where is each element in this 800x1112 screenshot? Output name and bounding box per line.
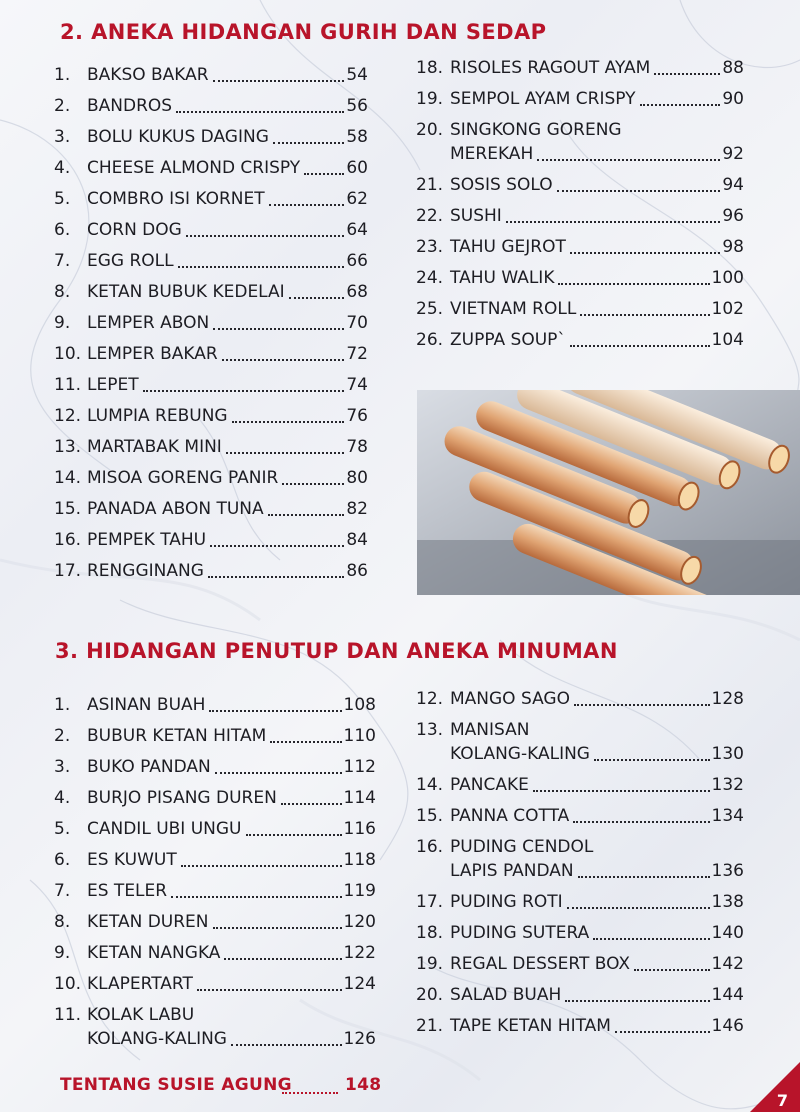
toc-entry-number: 7. bbox=[54, 251, 71, 271]
toc-entry bbox=[416, 266, 744, 290]
toc-dot-leader bbox=[215, 772, 342, 774]
toc-entry bbox=[54, 156, 368, 180]
toc-entry-title: TAPE KETAN HITAM bbox=[450, 1016, 611, 1036]
toc-entry bbox=[54, 342, 368, 366]
toc-entry bbox=[54, 435, 368, 459]
toc-entry-title: BOLU KUKUS DAGING bbox=[87, 127, 269, 147]
toc-entry bbox=[54, 404, 368, 428]
toc-entry bbox=[416, 297, 744, 321]
toc-entry-number: 4. bbox=[54, 158, 71, 178]
toc-entry-title: KLAPERTART bbox=[87, 974, 193, 994]
toc-entry-number: 16. bbox=[416, 837, 444, 857]
toc-entry-number: 20. bbox=[416, 120, 444, 140]
toc-entry-title: ASINAN BUAH bbox=[87, 695, 206, 715]
toc-entry-page: 108 bbox=[343, 695, 376, 715]
toc-entry-title: SOSIS SOLO bbox=[450, 175, 553, 195]
toc-entry-page: 136 bbox=[711, 861, 744, 881]
toc-entry-number: 25. bbox=[416, 299, 444, 319]
toc-entry bbox=[54, 1003, 376, 1051]
toc-entry bbox=[54, 879, 376, 903]
toc-entry-title: ES KUWUT bbox=[87, 850, 177, 870]
toc-entry-number: 6. bbox=[54, 850, 71, 870]
toc-entry-number: 2. bbox=[54, 726, 71, 746]
toc-dot-leader bbox=[570, 252, 721, 254]
toc-entry-title: TAHU WALIK bbox=[450, 268, 555, 288]
toc-dot-leader bbox=[213, 80, 345, 82]
toc-entry bbox=[416, 56, 744, 80]
toc-entry bbox=[416, 773, 744, 797]
toc-dot-leader bbox=[273, 142, 344, 144]
toc-entry-number: 21. bbox=[416, 1016, 444, 1036]
toc-entry-title-line2: KOLANG-KALING bbox=[87, 1029, 227, 1049]
toc-entry-title: LEPET bbox=[87, 375, 139, 395]
page-number: 7 bbox=[776, 1091, 788, 1110]
toc-entry-number: 12. bbox=[416, 689, 444, 709]
toc-entry bbox=[416, 173, 744, 197]
section-2-title: 2. ANEKA HIDANGAN GURIH DAN SEDAP bbox=[60, 20, 547, 44]
toc-entry-page: 114 bbox=[343, 788, 376, 808]
toc-entry-title: RENGGINANG bbox=[87, 561, 204, 581]
toc-entry-page: 84 bbox=[346, 530, 368, 550]
toc-entry-page: 102 bbox=[711, 299, 744, 319]
toc-entry-page: 88 bbox=[722, 58, 744, 78]
toc-dot-leader bbox=[640, 104, 721, 106]
toc-entry bbox=[54, 941, 376, 965]
toc-entry-page: 140 bbox=[711, 923, 744, 943]
toc-entry bbox=[416, 804, 744, 828]
toc-entry-page: 126 bbox=[343, 1029, 376, 1049]
toc-entry-title: SINGKONG GORENG bbox=[450, 120, 622, 140]
toc-dot-leader bbox=[574, 704, 710, 706]
toc-entry-number: 2. bbox=[54, 96, 71, 116]
toc-dot-leader bbox=[181, 865, 342, 867]
toc-entry-title-line2: MEREKAH bbox=[450, 144, 534, 164]
toc-entry-number: 8. bbox=[54, 912, 71, 932]
toc-dot-leader bbox=[565, 1000, 709, 1002]
toc-entry-title: ES TELER bbox=[87, 881, 168, 901]
toc-entry-title: CORN DOG bbox=[87, 220, 182, 240]
toc-dot-leader bbox=[533, 790, 710, 792]
toc-entry-number: 26. bbox=[416, 330, 444, 350]
toc-entry-title: BAKSO BAKAR bbox=[87, 65, 209, 85]
toc-entry bbox=[54, 817, 376, 841]
toc-entry bbox=[54, 94, 368, 118]
toc-entry-number: 1. bbox=[54, 65, 71, 85]
toc-entry-number: 16. bbox=[54, 530, 82, 550]
toc-entry-number: 3. bbox=[54, 127, 71, 147]
toc-entry bbox=[54, 63, 368, 87]
toc-entry bbox=[54, 559, 368, 583]
toc-dot-leader bbox=[213, 927, 342, 929]
toc-dot-leader bbox=[282, 483, 344, 485]
toc-entry-title: CANDIL UBI UNGU bbox=[87, 819, 242, 839]
toc-entry-page: 146 bbox=[711, 1016, 744, 1036]
toc-dot-leader bbox=[176, 111, 344, 113]
toc-entry-number: 1. bbox=[54, 695, 71, 715]
toc-entry bbox=[416, 118, 744, 166]
toc-entry bbox=[416, 1014, 744, 1038]
toc-entry-title: BURJO PISANG DUREN bbox=[87, 788, 277, 808]
toc-entry-title: KETAN BUBUK KEDELAI bbox=[87, 282, 285, 302]
toc-entry-page: 138 bbox=[711, 892, 744, 912]
toc-dot-leader bbox=[171, 896, 341, 898]
toc-entry-page: 76 bbox=[346, 406, 368, 426]
toc-dot-leader bbox=[222, 359, 345, 361]
toc-entry-page: 92 bbox=[722, 144, 744, 164]
toc-entry-page: 90 bbox=[722, 89, 744, 109]
toc-entry bbox=[54, 249, 368, 273]
toc-entry-number: 5. bbox=[54, 189, 71, 209]
toc-entry-page: 116 bbox=[343, 819, 376, 839]
toc-entry-page: 80 bbox=[346, 468, 368, 488]
toc-entry-page: 120 bbox=[343, 912, 376, 932]
toc-entry-number: 15. bbox=[54, 499, 82, 519]
toc-entry bbox=[54, 786, 376, 810]
toc-entry bbox=[416, 890, 744, 914]
footer-title: TENTANG SUSIE AGUNG bbox=[60, 1075, 292, 1095]
toc-dot-leader bbox=[197, 989, 342, 991]
toc-entry-page: 110 bbox=[343, 726, 376, 746]
toc-dot-leader bbox=[506, 221, 721, 223]
toc-entry-title: BUBUR KETAN HITAM bbox=[87, 726, 267, 746]
toc-dot-leader bbox=[143, 390, 345, 392]
toc-entry-number: 17. bbox=[416, 892, 444, 912]
toc-entry bbox=[54, 755, 376, 779]
toc-dot-leader bbox=[231, 1044, 342, 1046]
toc-entry-page: 70 bbox=[346, 313, 368, 333]
toc-entry-number: 19. bbox=[416, 954, 444, 974]
toc-entry-number: 15. bbox=[416, 806, 444, 826]
toc-entry-title: KETAN DUREN bbox=[87, 912, 209, 932]
toc-entry-title: LEMPER BAKAR bbox=[87, 344, 218, 364]
toc-entry-number: 18. bbox=[416, 923, 444, 943]
toc-entry-title-line2: LAPIS PANDAN bbox=[450, 861, 574, 881]
toc-entry-title: PANADA ABON TUNA bbox=[87, 499, 264, 519]
toc-entry-title: SEMPOL AYAM CRISPY bbox=[450, 89, 636, 109]
toc-entry-page: 142 bbox=[711, 954, 744, 974]
toc-entry-title: BUKO PANDAN bbox=[87, 757, 211, 777]
toc-entry-page: 72 bbox=[346, 344, 368, 364]
toc-dot-leader bbox=[593, 938, 709, 940]
toc-entry-title: LEMPER ABON bbox=[87, 313, 210, 333]
toc-entry bbox=[54, 373, 368, 397]
toc-entry bbox=[416, 952, 744, 976]
toc-entry-title: SUSHI bbox=[450, 206, 502, 226]
toc-entry-number: 10. bbox=[54, 974, 82, 994]
toc-entry-page: 128 bbox=[711, 689, 744, 709]
toc-entry-page: 96 bbox=[722, 206, 744, 226]
toc-entry-page: 56 bbox=[346, 96, 368, 116]
toc-entry bbox=[416, 328, 744, 352]
toc-entry-title: MANISAN bbox=[450, 720, 530, 740]
toc-dot-leader bbox=[186, 235, 345, 237]
toc-entry-page: 64 bbox=[346, 220, 368, 240]
toc-entry-number: 7. bbox=[54, 881, 71, 901]
toc-entry bbox=[54, 972, 376, 996]
toc-entry-page: 94 bbox=[722, 175, 744, 195]
toc-entry-number: 21. bbox=[416, 175, 444, 195]
toc-entry-title: REGAL DESSERT BOX bbox=[450, 954, 631, 974]
toc-entry-number: 17. bbox=[54, 561, 82, 581]
toc-entry-page: 60 bbox=[346, 158, 368, 178]
toc-dot-leader bbox=[289, 297, 345, 299]
toc-dot-leader bbox=[270, 741, 341, 743]
toc-entry-number: 20. bbox=[416, 985, 444, 1005]
toc-entry-number: 5. bbox=[54, 819, 71, 839]
toc-entry-page: 104 bbox=[711, 330, 744, 350]
toc-entry-number: 18. bbox=[416, 58, 444, 78]
toc-entry-title: PUDING CENDOL bbox=[450, 837, 594, 857]
toc-entry-page: 132 bbox=[711, 775, 744, 795]
toc-entry bbox=[416, 87, 744, 111]
toc-dot-leader bbox=[213, 328, 344, 330]
toc-dot-leader bbox=[558, 283, 709, 285]
toc-entry bbox=[416, 983, 744, 1007]
toc-entry-page: 82 bbox=[346, 499, 368, 519]
toc-entry-number: 22. bbox=[416, 206, 444, 226]
toc-dot-leader bbox=[246, 834, 342, 836]
toc-dot-leader bbox=[557, 190, 721, 192]
toc-dot-leader bbox=[578, 876, 710, 878]
toc-entry-title: COMBRO ISI KORNET bbox=[87, 189, 265, 209]
toc-dot-leader bbox=[654, 73, 720, 75]
toc-entry-number: 13. bbox=[54, 437, 82, 457]
toc-entry bbox=[54, 848, 376, 872]
toc-entry-title: MISOA GORENG PANIR bbox=[87, 468, 279, 488]
toc-dot-leader bbox=[570, 345, 710, 347]
toc-entry-number: 9. bbox=[54, 943, 71, 963]
toc-entry-title: RISOLES RAGOUT AYAM bbox=[450, 58, 651, 78]
toc-entry bbox=[416, 235, 744, 259]
footer-page: 148 bbox=[345, 1075, 382, 1095]
toc-dot-leader bbox=[281, 803, 342, 805]
toc-entry-page: 134 bbox=[711, 806, 744, 826]
toc-entry-number: 12. bbox=[54, 406, 82, 426]
toc-entry-page: 86 bbox=[346, 561, 368, 581]
toc-entry-title: PUDING SUTERA bbox=[450, 923, 590, 943]
toc-entry bbox=[54, 125, 368, 149]
toc-entry-page: 144 bbox=[711, 985, 744, 1005]
toc-dot-leader bbox=[634, 969, 709, 971]
footer-dot-leader bbox=[282, 1092, 338, 1094]
toc-entry-number: 23. bbox=[416, 237, 444, 257]
toc-entry bbox=[54, 187, 368, 211]
toc-entry bbox=[54, 311, 368, 335]
toc-dot-leader bbox=[573, 821, 709, 823]
toc-entry-title: EGG ROLL bbox=[87, 251, 174, 271]
toc-entry-number: 3. bbox=[54, 757, 71, 777]
toc-dot-leader bbox=[615, 1031, 710, 1033]
toc-entry-number: 14. bbox=[54, 468, 82, 488]
toc-entry-number: 11. bbox=[54, 1005, 82, 1025]
toc-entry-title: KETAN NANGKA bbox=[87, 943, 221, 963]
toc-entry-title: MANGO SAGO bbox=[450, 689, 570, 709]
page-corner-triangle bbox=[740, 1052, 800, 1112]
toc-dot-leader bbox=[537, 159, 720, 161]
toc-dot-leader bbox=[224, 958, 341, 960]
toc-entry-page: 118 bbox=[343, 850, 376, 870]
toc-entry-page: 78 bbox=[346, 437, 368, 457]
toc-entry-page: 62 bbox=[346, 189, 368, 209]
toc-entry-page: 66 bbox=[346, 251, 368, 271]
toc-entry-page: 100 bbox=[711, 268, 744, 288]
toc-dot-leader bbox=[594, 759, 710, 761]
toc-entry bbox=[416, 687, 744, 711]
toc-dot-leader bbox=[232, 421, 345, 423]
toc-entry-title: BANDROS bbox=[87, 96, 173, 116]
toc-entry bbox=[54, 528, 368, 552]
toc-entry bbox=[416, 835, 744, 883]
toc-entry-title: KOLAK LABU bbox=[87, 1005, 195, 1025]
toc-entry bbox=[54, 724, 376, 748]
toc-entry-title: PANNA COTTA bbox=[450, 806, 570, 826]
toc-entry bbox=[54, 466, 368, 490]
toc-entry bbox=[54, 280, 368, 304]
toc-entry-page: 122 bbox=[343, 943, 376, 963]
toc-dot-leader bbox=[268, 514, 345, 516]
toc-entry-title-line2: KOLANG-KALING bbox=[450, 744, 590, 764]
toc-entry-number: 13. bbox=[416, 720, 444, 740]
toc-entry bbox=[54, 218, 368, 242]
toc-entry-page: 58 bbox=[346, 127, 368, 147]
toc-entry-title: CHEESE ALMOND CRISPY bbox=[87, 158, 301, 178]
toc-dot-leader bbox=[209, 710, 341, 712]
toc-entry bbox=[416, 718, 744, 766]
toc-entry-number: 8. bbox=[54, 282, 71, 302]
toc-entry bbox=[54, 497, 368, 521]
toc-entry-page: 130 bbox=[711, 744, 744, 764]
toc-entry bbox=[416, 204, 744, 228]
toc-entry-number: 10. bbox=[54, 344, 82, 364]
toc-entry-title: PEMPEK TAHU bbox=[87, 530, 207, 550]
toc-entry-title: PUDING ROTI bbox=[450, 892, 563, 912]
toc-entry-page: 119 bbox=[343, 881, 376, 901]
toc-entry bbox=[416, 921, 744, 945]
egg-roll-photo bbox=[417, 390, 800, 595]
toc-entry-page: 112 bbox=[343, 757, 376, 777]
toc-entry-number: 14. bbox=[416, 775, 444, 795]
toc-dot-leader bbox=[580, 314, 709, 316]
toc-entry-title: TAHU GEJROT bbox=[450, 237, 566, 257]
toc-entry-title: PANCAKE bbox=[450, 775, 529, 795]
toc-dot-leader bbox=[226, 452, 345, 454]
toc-dot-leader bbox=[178, 266, 345, 268]
toc-entry-number: 24. bbox=[416, 268, 444, 288]
toc-entry bbox=[54, 693, 376, 717]
toc-dot-leader bbox=[269, 204, 345, 206]
toc-entry-title: VIETNAM ROLL bbox=[450, 299, 577, 319]
toc-entry-title: MARTABAK MINI bbox=[87, 437, 222, 457]
toc-entry-page: 98 bbox=[722, 237, 744, 257]
toc-entry-page: 68 bbox=[346, 282, 368, 302]
toc-entry-number: 4. bbox=[54, 788, 71, 808]
section-3-title: 3. HIDANGAN PENUTUP DAN ANEKA MINUMAN bbox=[55, 639, 618, 663]
toc-entry bbox=[54, 910, 376, 934]
toc-dot-leader bbox=[208, 576, 344, 578]
toc-entry-number: 11. bbox=[54, 375, 82, 395]
toc-dot-leader bbox=[304, 173, 344, 175]
toc-entry-title: LUMPIA REBUNG bbox=[87, 406, 228, 426]
toc-entry-number: 9. bbox=[54, 313, 71, 333]
toc-entry-title: ZUPPA SOUP` bbox=[450, 330, 566, 350]
toc-entry-number: 19. bbox=[416, 89, 444, 109]
toc-entry-page: 54 bbox=[346, 65, 368, 85]
toc-dot-leader bbox=[567, 907, 710, 909]
toc-entry-page: 124 bbox=[343, 974, 376, 994]
toc-entry-number: 6. bbox=[54, 220, 71, 240]
toc-entry-page: 74 bbox=[346, 375, 368, 395]
toc-dot-leader bbox=[210, 545, 344, 547]
toc-entry-title: SALAD BUAH bbox=[450, 985, 562, 1005]
